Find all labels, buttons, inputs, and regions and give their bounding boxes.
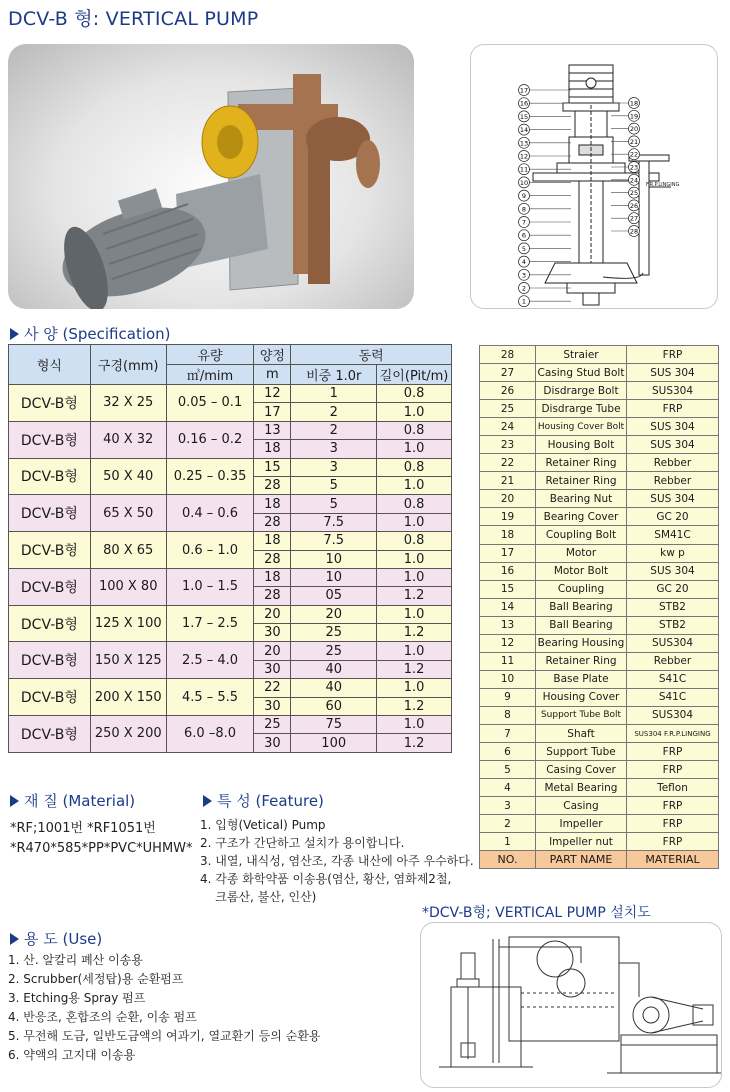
callout-number: 14 [519, 126, 529, 135]
parts-row [480, 400, 719, 418]
spec-cell-sg: 40 [291, 679, 377, 697]
pump-illustration [8, 44, 414, 309]
parts-cell-no: 21 [480, 472, 536, 490]
spec-cell-len: 1.0 [377, 716, 452, 734]
spec-cell-head: 28 [254, 513, 291, 531]
parts-cell-no: 17 [480, 544, 536, 562]
spec-cell-head: 22 [254, 679, 291, 697]
callout-number: 4 [521, 258, 527, 267]
spec-cell-len: 1.0 [377, 568, 452, 586]
spec-cell-len: 0.8 [377, 458, 452, 476]
spec-cell-len: 0.8 [377, 421, 452, 439]
spec-cell-head: 15 [254, 458, 291, 476]
sectional-drawing [471, 45, 718, 309]
parts-cell-material: SUS 304 [627, 418, 719, 436]
callout-number: 6 [521, 231, 527, 240]
spec-cell-head: 30 [254, 734, 291, 752]
spec-row [9, 716, 452, 734]
callout-number: 23 [629, 163, 639, 172]
parts-row [480, 508, 719, 526]
spec-cell-head: 25 [254, 716, 291, 734]
parts-cell-material: FRP [627, 743, 719, 761]
callout-number: 21 [629, 137, 639, 146]
callout-number: 28 [629, 227, 639, 236]
spec-row [9, 385, 452, 403]
parts-cell-no: 24 [480, 418, 536, 436]
callout-number: 10 [519, 178, 529, 187]
parts-cell-no: 15 [480, 580, 536, 598]
parts-cell-material: SUS 304 [627, 436, 719, 454]
pump-photo [8, 44, 414, 309]
parts-row [480, 472, 719, 490]
spec-cell-head: 20 [254, 605, 291, 623]
parts-row [480, 833, 719, 851]
parts-cell-no: 20 [480, 490, 536, 508]
triangle-bullet-icon [203, 795, 212, 807]
parts-row [480, 418, 719, 436]
parts-cell-name: Support Tube [536, 743, 627, 761]
parts-cell-material: FRP [627, 346, 719, 364]
callout-number: 17 [519, 86, 529, 95]
parts-cell-name: Bearing Housing [536, 634, 627, 652]
spec-cell-flow: 1.7 – 2.5 [166, 605, 254, 642]
parts-row [480, 779, 719, 797]
spec-cell-len: 1.2 [377, 734, 452, 752]
callout-number: 25 [629, 189, 639, 198]
col-head-unit: m [254, 365, 291, 385]
spec-cell-head: 17 [254, 403, 291, 421]
parts-cell-material: FRP [627, 797, 719, 815]
parts-row [480, 436, 719, 454]
parts-cell-material: STB2 [627, 598, 719, 616]
installation-diagram [420, 922, 722, 1088]
feature-line: 3. 내열, 내식성, 염산조, 각종 내산에 아주 우수하다. [200, 854, 474, 868]
spec-cell-model: DCV-B형 [9, 642, 91, 679]
spec-cell-len: 0.8 [377, 532, 452, 550]
parts-cell-no: 1 [480, 833, 536, 851]
parts-cell-name: Casing Stud Bolt [536, 364, 627, 382]
use-line: 2. Scrubber(세정탑)용 순환펌프 [8, 972, 184, 986]
use-line: 5. 무전해 도금, 일반도금액의 여과기, 열교환기 등의 순환용 [8, 1029, 321, 1043]
spec-cell-bore: 250 X 200 [90, 716, 166, 753]
parts-cell-no: 2 [480, 815, 536, 833]
spec-cell-sg: 75 [291, 716, 377, 734]
callout-number: 22 [629, 150, 639, 159]
parts-header-name: PART NAME [536, 851, 627, 869]
parts-row [480, 815, 719, 833]
parts-cell-no: 25 [480, 400, 536, 418]
callout-number: 7 [521, 218, 527, 227]
spec-cell-sg: 2 [291, 403, 377, 421]
feature-heading [203, 790, 324, 811]
use-line: 3. Etching용 Spray 펌프 [8, 991, 146, 1005]
feature-line: 1. 입형(Vetical) Pump [200, 818, 326, 832]
spec-cell-model: DCV-B형 [9, 495, 91, 532]
spec-row [9, 568, 452, 586]
parts-cell-name: Housing Cover [536, 688, 627, 706]
parts-cell-no: 12 [480, 634, 536, 652]
spec-table [8, 344, 452, 753]
callout-number: 24 [629, 176, 639, 185]
installation-drawing [421, 923, 722, 1088]
callout-number: 9 [521, 192, 527, 201]
spec-cell-len: 1.0 [377, 440, 452, 458]
parts-cell-no: 7 [480, 724, 536, 742]
spec-cell-head: 20 [254, 642, 291, 660]
parts-cell-no: 18 [480, 526, 536, 544]
spec-cell-head: 13 [254, 421, 291, 439]
installation-caption: *DCV-B형; VERTICAL PUMP 설치도 [422, 905, 651, 921]
spec-cell-model: DCV-B형 [9, 532, 91, 569]
spec-cell-sg: 5 [291, 495, 377, 513]
callout-number: 12 [519, 152, 529, 161]
spec-cell-flow: 0.25 – 0.35 [166, 458, 254, 495]
spec-cell-len: 1.0 [377, 605, 452, 623]
parts-row [480, 526, 719, 544]
spec-cell-len: 1.2 [377, 587, 452, 605]
spec-cell-model: DCV-B형 [9, 385, 91, 422]
parts-cell-name: Housing Cover Bolt [536, 418, 627, 436]
parts-cell-no: 6 [480, 743, 536, 761]
spec-cell-sg: 3 [291, 458, 377, 476]
callout-number: 11 [519, 165, 529, 174]
lining-label: F.R.P.LINGING [646, 182, 680, 188]
spec-cell-model: DCV-B형 [9, 458, 91, 495]
spec-cell-sg: 7.5 [291, 532, 377, 550]
callout-number: 16 [519, 99, 529, 108]
col-sg: 비중 1.0r [291, 365, 377, 385]
parts-row [480, 670, 719, 688]
parts-cell-material: FRP [627, 761, 719, 779]
parts-cell-name: Disdrarge Bolt [536, 382, 627, 400]
parts-cell-material: S41C [627, 670, 719, 688]
use-heading-text: 용 도 (Use) [24, 930, 103, 948]
spec-cell-model: DCV-B형 [9, 679, 91, 716]
spec-cell-sg: 5 [291, 476, 377, 494]
feature-line: 4. 각종 화학약품 이송용(염산, 황산, 염화제2철, [200, 872, 452, 886]
parts-cell-material: SUS304 [627, 706, 719, 724]
parts-cell-material: SM41C [627, 526, 719, 544]
callout-number: 26 [629, 201, 639, 210]
parts-row [480, 797, 719, 815]
parts-row [480, 652, 719, 670]
spec-cell-bore: 150 X 125 [90, 642, 166, 679]
callout-number: 1 [521, 297, 527, 306]
col-power: 동력 [291, 345, 452, 365]
parts-cell-no: 22 [480, 454, 536, 472]
spec-cell-flow: 2.5 – 4.0 [166, 642, 254, 679]
material-line: *R470*585*PP*PVC*UHMW* [10, 841, 193, 856]
sectional-diagram [470, 44, 718, 309]
spec-cell-sg: 7.5 [291, 513, 377, 531]
callout-number: 19 [629, 112, 639, 121]
spec-cell-sg: 25 [291, 642, 377, 660]
spec-cell-bore: 125 X 100 [90, 605, 166, 642]
callout-number: 8 [521, 205, 527, 214]
spec-cell-len: 1.0 [377, 403, 452, 421]
col-flow: 유량 [166, 345, 254, 365]
spec-cell-len: 1.2 [377, 697, 452, 715]
parts-cell-material: GC 20 [627, 508, 719, 526]
spec-row [9, 532, 452, 550]
parts-cell-name: Impeller [536, 815, 627, 833]
parts-cell-material: STB2 [627, 616, 719, 634]
parts-cell-material: SUS304 [627, 634, 719, 652]
spec-cell-head: 18 [254, 495, 291, 513]
parts-cell-name: Motor [536, 544, 627, 562]
feature-list [200, 816, 474, 906]
spec-cell-len: 1.0 [377, 476, 452, 494]
spec-cell-head: 30 [254, 660, 291, 678]
spec-cell-model: DCV-B형 [9, 421, 91, 458]
spec-cell-flow: 0.16 – 0.2 [166, 421, 254, 458]
callout-number: 27 [629, 214, 639, 223]
spec-cell-sg: 100 [291, 734, 377, 752]
spec-cell-sg: 25 [291, 624, 377, 642]
spec-cell-head: 18 [254, 440, 291, 458]
parts-row [480, 580, 719, 598]
parts-cell-name: Base Plate [536, 670, 627, 688]
parts-cell-name: Coupling [536, 580, 627, 598]
triangle-bullet-icon [10, 795, 19, 807]
parts-cell-name: Straier [536, 346, 627, 364]
parts-cell-material: S41C [627, 688, 719, 706]
parts-cell-material: FRP [627, 815, 719, 833]
parts-cell-name: Ball Bearing [536, 616, 627, 634]
col-head: 양정 [254, 345, 291, 365]
spec-cell-flow: 0.05 – 0.1 [166, 385, 254, 422]
parts-row [480, 454, 719, 472]
parts-header-no: NO. [480, 851, 536, 869]
parts-cell-material: SUS 304 [627, 490, 719, 508]
parts-cell-no: 4 [480, 779, 536, 797]
parts-cell-name: Impeller nut [536, 833, 627, 851]
parts-cell-name: Motor Bolt [536, 562, 627, 580]
use-list [8, 951, 320, 1065]
parts-cell-no: 23 [480, 436, 536, 454]
parts-cell-name: Coupling Bolt [536, 526, 627, 544]
parts-cell-material: kw p [627, 544, 719, 562]
spec-cell-bore: 80 X 65 [90, 532, 166, 569]
spec-cell-sg: 40 [291, 660, 377, 678]
col-flow-unit: ㎥/mim [166, 365, 254, 385]
spec-cell-flow: 0.6 – 1.0 [166, 532, 254, 569]
col-bore: 구경(mm) [90, 345, 166, 385]
parts-cell-name: Housing Bolt [536, 436, 627, 454]
spec-cell-sg: 2 [291, 421, 377, 439]
parts-cell-no: 26 [480, 382, 536, 400]
spec-cell-head: 30 [254, 697, 291, 715]
parts-cell-name: Support Tube Bolt [536, 706, 627, 724]
callout-number: 5 [521, 244, 527, 253]
callout-number: 13 [519, 139, 529, 148]
spec-cell-sg: 05 [291, 587, 377, 605]
parts-row [480, 382, 719, 400]
triangle-bullet-icon [10, 328, 19, 340]
feature-line: 크롬산, 불산, 인산) [200, 890, 317, 904]
spec-cell-model: DCV-B형 [9, 605, 91, 642]
spec-cell-head: 18 [254, 532, 291, 550]
spec-cell-len: 0.8 [377, 385, 452, 403]
col-length: 길이(Pit/m) [377, 365, 452, 385]
parts-row [480, 724, 719, 742]
spec-cell-head: 28 [254, 550, 291, 568]
spec-cell-len: 0.8 [377, 495, 452, 513]
spec-cell-sg: 10 [291, 550, 377, 568]
parts-cell-name: Retainer Ring [536, 652, 627, 670]
parts-cell-material: SUS304 F.R.P.LINGING [627, 724, 719, 742]
parts-cell-no: 3 [480, 797, 536, 815]
parts-cell-name: Bearing Cover [536, 508, 627, 526]
spec-cell-head: 28 [254, 587, 291, 605]
spec-row [9, 495, 452, 513]
use-line: 6. 약액의 고지대 이송용 [8, 1048, 136, 1062]
parts-cell-name: Ball Bearing [536, 598, 627, 616]
parts-row [480, 743, 719, 761]
spec-cell-bore: 50 X 40 [90, 458, 166, 495]
spec-heading-text: 사 양 (Specification) [24, 325, 171, 343]
parts-cell-material: FRP [627, 833, 719, 851]
parts-cell-material: GC 20 [627, 580, 719, 598]
callout-number: 3 [521, 271, 527, 280]
spec-heading [10, 323, 171, 344]
triangle-bullet-icon [10, 933, 19, 945]
parts-cell-no: 27 [480, 364, 536, 382]
spec-cell-bore: 65 X 50 [90, 495, 166, 532]
parts-cell-name: Retainer Ring [536, 454, 627, 472]
material-list [10, 819, 193, 859]
parts-table [479, 345, 719, 869]
spec-cell-sg: 20 [291, 605, 377, 623]
spec-cell-flow: 4.5 – 5.5 [166, 679, 254, 716]
use-heading [10, 928, 102, 949]
callout-number: 18 [629, 99, 639, 108]
spec-cell-model: DCV-B형 [9, 568, 91, 605]
parts-cell-no: 14 [480, 598, 536, 616]
parts-row [480, 634, 719, 652]
use-line: 4. 반응조, 혼합조의 순환, 이송 펌프 [8, 1010, 197, 1024]
callout-number: 20 [629, 125, 639, 134]
spec-cell-head: 12 [254, 385, 291, 403]
parts-cell-name: Retainer Ring [536, 472, 627, 490]
spec-cell-model: DCV-B형 [9, 716, 91, 753]
spec-cell-head: 18 [254, 568, 291, 586]
parts-cell-no: 19 [480, 508, 536, 526]
spec-cell-sg: 60 [291, 697, 377, 715]
spec-row [9, 458, 452, 476]
parts-row [480, 562, 719, 580]
spec-cell-len: 1.0 [377, 679, 452, 697]
parts-cell-material: Rebber [627, 652, 719, 670]
col-model: 형식 [9, 345, 91, 385]
spec-cell-len: 1.0 [377, 513, 452, 531]
material-heading-text: 재 질 (Material) [24, 792, 136, 810]
spec-cell-flow: 1.0 – 1.5 [166, 568, 254, 605]
spec-cell-bore: 100 X 80 [90, 568, 166, 605]
parts-cell-material: SUS 304 [627, 364, 719, 382]
parts-cell-no: 8 [480, 706, 536, 724]
parts-row [480, 364, 719, 382]
spec-cell-sg: 10 [291, 568, 377, 586]
parts-row [480, 761, 719, 779]
parts-cell-no: 9 [480, 688, 536, 706]
use-line: 1. 산. 알칼리 폐산 이송용 [8, 953, 143, 967]
parts-cell-name: Bearing Nut [536, 490, 627, 508]
parts-cell-name: Shaft [536, 724, 627, 742]
parts-cell-material: SUS304 [627, 382, 719, 400]
spec-cell-head: 28 [254, 476, 291, 494]
parts-cell-no: 28 [480, 346, 536, 364]
spec-row [9, 605, 452, 623]
parts-row [480, 616, 719, 634]
spec-cell-bore: 40 X 32 [90, 421, 166, 458]
spec-cell-sg: 1 [291, 385, 377, 403]
parts-cell-no: 13 [480, 616, 536, 634]
spec-cell-bore: 32 X 25 [90, 385, 166, 422]
parts-row [480, 544, 719, 562]
feature-line: 2. 구조가 간단하고 설치가 용이합니다. [200, 836, 405, 850]
parts-cell-no: 5 [480, 761, 536, 779]
page-title: DCV-B 형: VERTICAL PUMP [8, 8, 259, 30]
spec-cell-flow: 0.4 – 0.6 [166, 495, 254, 532]
callout-number: 15 [519, 112, 529, 121]
parts-row [480, 346, 719, 364]
parts-header-material: MATERIAL [627, 851, 719, 869]
spec-row [9, 421, 452, 439]
parts-cell-material: Rebber [627, 454, 719, 472]
spec-cell-head: 30 [254, 624, 291, 642]
material-heading [10, 790, 135, 811]
spec-cell-flow: 6.0 –8.0 [166, 716, 254, 753]
parts-cell-material: FRP [627, 400, 719, 418]
parts-row [480, 490, 719, 508]
parts-header-row [480, 851, 719, 869]
material-line: *RF;1001번 *RF1051번 [10, 821, 156, 836]
spec-row [9, 679, 452, 697]
parts-cell-name: Metal Bearing [536, 779, 627, 797]
callout-number: 2 [521, 284, 527, 293]
parts-cell-name: Casing [536, 797, 627, 815]
spec-cell-len: 1.2 [377, 660, 452, 678]
parts-cell-material: Teflon [627, 779, 719, 797]
parts-cell-material: Rebber [627, 472, 719, 490]
feature-heading-text: 특 성 (Feature) [217, 792, 324, 810]
parts-cell-no: 10 [480, 670, 536, 688]
spec-row [9, 642, 452, 660]
parts-cell-name: Disdrarge Tube [536, 400, 627, 418]
parts-cell-no: 16 [480, 562, 536, 580]
spec-cell-sg: 3 [291, 440, 377, 458]
spec-cell-len: 1.2 [377, 624, 452, 642]
spec-cell-len: 1.0 [377, 642, 452, 660]
parts-cell-name: Casing Cover [536, 761, 627, 779]
parts-row [480, 598, 719, 616]
spec-cell-len: 1.0 [377, 550, 452, 568]
parts-cell-no: 11 [480, 652, 536, 670]
parts-row [480, 706, 719, 724]
parts-cell-material: SUS 304 [627, 562, 719, 580]
spec-cell-bore: 200 X 150 [90, 679, 166, 716]
parts-row [480, 688, 719, 706]
